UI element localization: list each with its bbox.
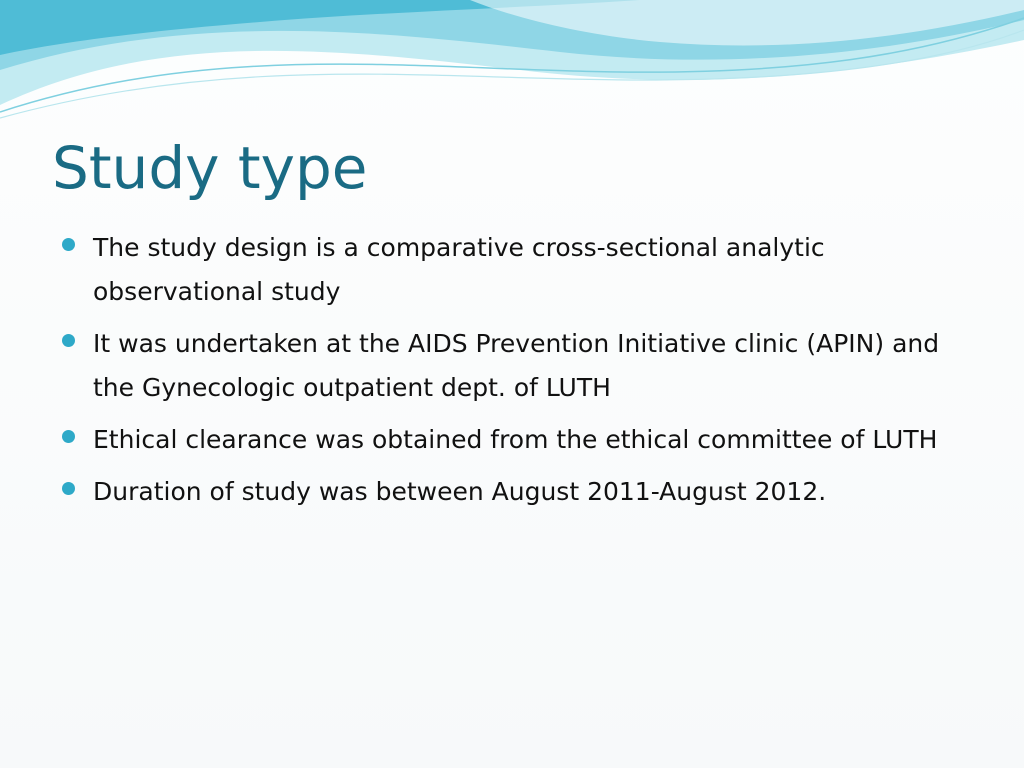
bullet-item xyxy=(62,470,962,514)
bullet-item xyxy=(62,418,962,462)
bullet-list xyxy=(62,226,962,522)
bullet-dot-icon xyxy=(62,334,75,347)
bullet-item xyxy=(62,226,962,314)
header-wave-decoration xyxy=(0,0,1024,130)
bullet-dot-icon xyxy=(62,238,75,251)
bullet-dot-icon xyxy=(62,482,75,495)
bullet-text: Duration of study was between August 2011-August 2012. xyxy=(93,477,827,506)
bullet-text: The study design is a comparative cross-sectional analytic observational study xyxy=(93,233,825,306)
bullet-dot-icon xyxy=(62,430,75,443)
bullet-text: It was undertaken at the AIDS Prevention Initiative clinic (APIN) and the Gynecologic outpatient dept. of LUTH xyxy=(93,329,940,402)
bullet-text: Ethical clearance was obtained from the ethical committee of LUTH xyxy=(93,425,938,454)
bullet-item xyxy=(62,322,962,410)
slide-title: Study type xyxy=(52,134,368,202)
